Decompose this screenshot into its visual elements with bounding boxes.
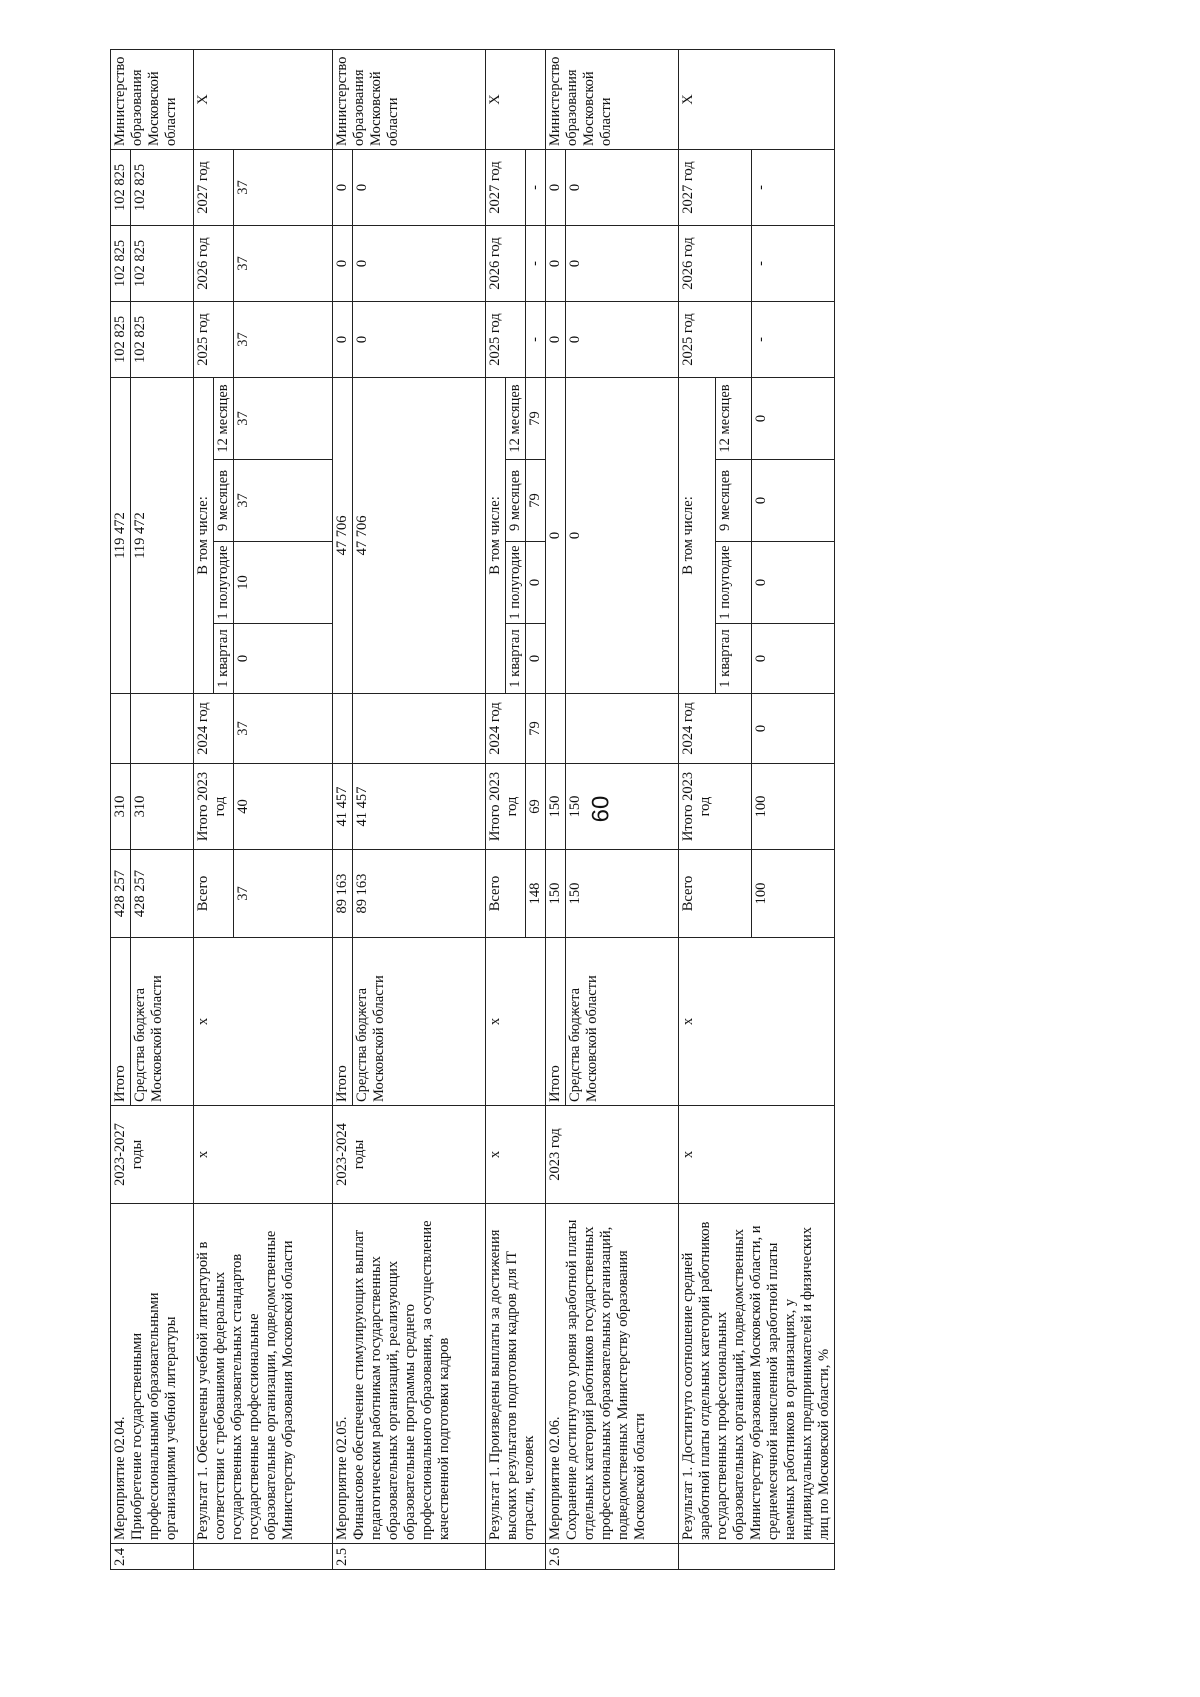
m25-hdr-2025: 2025 год: [486, 301, 526, 377]
m26-res-2027: -: [752, 149, 835, 225]
m26-total-all: 150: [546, 850, 566, 938]
m26-budget-quarters: 0: [566, 377, 679, 693]
m26-res-vsego: 100: [752, 850, 835, 938]
m26-executor: Министерство образования Московской области: [546, 49, 679, 149]
m24-res-h1: 10: [234, 542, 333, 624]
m24-budget-2024: [131, 694, 194, 764]
m25-total-2025: 0: [333, 301, 353, 377]
m25-budget-2025: 0: [353, 301, 486, 377]
m24-result-source: х: [194, 938, 333, 1106]
m25-result-executor: Х: [486, 49, 546, 149]
m24-total-all: 428 257: [111, 850, 131, 938]
m25-hdr-vtom: В том числе:: [486, 377, 506, 693]
m26-res-h1: 0: [752, 542, 835, 624]
m26-result-period: х: [679, 1106, 835, 1204]
m26-res-q1: 0: [752, 624, 835, 694]
m26-result-text: Результат 1. Достигнуто соотношение средней заработной платы отдельных категорий работников государственных профессиональных образовательных организаций, подведомственных Министерству образования Московской области, и среднемесячной начисленной заработной платы наемных работников в организациях, у индивидуальных предпринимателей и физических лиц по Московской области, %: [679, 1204, 835, 1544]
m25-hdr-q1: 1 квартал: [506, 624, 526, 694]
m25-budget-all: 89 163: [353, 850, 486, 938]
m24-hdr-m9: 9 месяцев: [214, 460, 234, 542]
m25-period: 2023-2024 годы: [333, 1106, 486, 1204]
m24-hdr-vtom: В том числе:: [194, 377, 214, 693]
m24-executor: Министерство образования Московской области: [111, 49, 194, 149]
page-number: 60: [587, 795, 615, 823]
m24-total-2023: 310: [111, 764, 131, 850]
m26-res-2024: 0: [752, 694, 835, 764]
m26-total-2024: [546, 694, 566, 764]
m26-total-2026: 0: [546, 225, 566, 301]
m25-number: 2.5: [333, 1544, 486, 1570]
m24-res-vsego: 37: [234, 850, 333, 938]
m24-total-row: [111, 49, 131, 1569]
m25-budget-2023: 41 457: [353, 764, 486, 850]
m24-total-2026: 102 825: [111, 225, 131, 301]
m26-number: 2.6: [546, 1544, 679, 1570]
m24-total-2027: 102 825: [111, 149, 131, 225]
m24-source-total: Итого: [111, 938, 131, 1106]
m26-budget-2023: 150: [566, 764, 679, 850]
m24-res-2024: 37: [234, 694, 333, 764]
m24-res-m9: 37: [234, 460, 333, 542]
m24-budget-all: 428 257: [131, 850, 194, 938]
measures-table: [110, 49, 835, 1570]
m25-hdr-m9: 9 месяцев: [506, 460, 526, 542]
m25-hdr-h1: 1 полугодие: [506, 542, 526, 624]
m24-hdr-2025: 2025 год: [194, 301, 234, 377]
m24-result-header-row: [194, 49, 214, 1569]
m25-hdr-2027: 2027 год: [486, 149, 526, 225]
m24-number: 2.4: [111, 1544, 194, 1570]
m24-res-2027: 37: [234, 149, 333, 225]
m26-hdr-m9: 9 месяцев: [715, 460, 752, 542]
m24-result-executor: Х: [194, 49, 333, 149]
m24-total-2025: 102 825: [111, 301, 131, 377]
m25-budget-quarters: 47 706: [353, 377, 486, 693]
m26-total-2023: 150: [546, 764, 566, 850]
m25-res-2027: -: [526, 149, 546, 225]
m26-res-m9: 0: [752, 460, 835, 542]
m25-budget-2024: [353, 694, 486, 764]
m24-hdr-h1: 1 полугодие: [214, 542, 234, 624]
m25-total-2023: 41 457: [333, 764, 353, 850]
m24-hdr-2024: 2024 год: [194, 694, 234, 764]
m26-budget-2024: [566, 694, 679, 764]
m25-res-m9: 79: [526, 460, 546, 542]
m26-budget-2026: 0: [566, 225, 679, 301]
m26-hdr-vtom: В том числе:: [679, 377, 716, 693]
m25-total-2026: 0: [333, 225, 353, 301]
m26-res-2026: -: [752, 225, 835, 301]
m24-res-2025: 37: [234, 301, 333, 377]
m26-period: 2023 год: [546, 1106, 679, 1204]
m24-hdr-itogo: Итого 2023 год: [194, 764, 234, 850]
m24-res-q1: 0: [234, 624, 333, 694]
m24-res-2023: 40: [234, 764, 333, 850]
m24-hdr-q1: 1 квартал: [214, 624, 234, 694]
m24-total-quarters: 119 472: [111, 377, 131, 693]
m25-result-source: х: [486, 938, 546, 1106]
m24-hdr-2026: 2026 год: [194, 225, 234, 301]
m25-total-all: 89 163: [333, 850, 353, 938]
m24-hdr-2027: 2027 год: [194, 149, 234, 225]
m25-budget-2027: 0: [353, 149, 486, 225]
m24-source-budget: Средства бюджета Московской области: [131, 938, 194, 1106]
m25-total-2027: 0: [333, 149, 353, 225]
m25-result-period: х: [486, 1106, 546, 1204]
m26-hdr-2024: 2024 год: [679, 694, 752, 764]
m26-source-budget: Средства бюджета Московской области: [566, 938, 679, 1106]
m25-res-m12: 79: [526, 377, 546, 459]
m26-hdr-vsego: Всего: [679, 850, 752, 938]
m25-res-2025: -: [526, 301, 546, 377]
m26-hdr-q1: 1 квартал: [715, 624, 752, 694]
m25-hdr-vsego: Всего: [486, 850, 526, 938]
m24-result-text: Результат 1. Обеспечены учебной литературой в соответствии с требованиями федеральных государственных образовательных стандартов государственные профессиональные образовательные организации, подведомственные Министерству образования Московской области: [194, 1204, 333, 1544]
m24-total-2024: [111, 694, 131, 764]
m24-budget-2023: 310: [131, 764, 194, 850]
m25-hdr-2024: 2024 год: [486, 694, 526, 764]
m25-total-2024: [333, 694, 353, 764]
m24-budget-2025: 102 825: [131, 301, 194, 377]
m26-hdr-2025: 2025 год: [679, 301, 752, 377]
m26-hdr-2026: 2026 год: [679, 225, 752, 301]
m24-hdr-vsego: Всего: [194, 850, 234, 938]
m25-hdr-itogo: Итого 2023 год: [486, 764, 526, 850]
m25-total-quarters: 47 706: [333, 377, 353, 693]
m25-result-header-row: [486, 49, 506, 1569]
m25-source-total: Итого: [333, 938, 353, 1106]
m25-res-2024: 79: [526, 694, 546, 764]
m26-hdr-h1: 1 полугодие: [715, 542, 752, 624]
m24-res-m12: 37: [234, 377, 333, 459]
m26-result-executor: Х: [679, 49, 835, 149]
m24-hdr-m12: 12 месяцев: [214, 377, 234, 459]
m25-result-text: Результат 1. Произведены выплаты за достижения высоких результатов подготовки кадров для IT отрасли, человек: [486, 1204, 546, 1544]
m24-period: 2023-2027 годы: [111, 1106, 194, 1204]
m26-budget-all: 150: [566, 850, 679, 938]
m24-budget-2026: 102 825: [131, 225, 194, 301]
m24-description: Мероприятие 02.04. Приобретение государственными профессиональными образовательными организациями учебной литературы: [111, 1204, 194, 1544]
m26-result-source: х: [679, 938, 835, 1106]
m24-result-period: х: [194, 1106, 333, 1204]
m25-res-h1: 0: [526, 542, 546, 624]
m26-total-quarters: 0: [546, 377, 566, 693]
m25-hdr-2026: 2026 год: [486, 225, 526, 301]
m24-res-2026: 37: [234, 225, 333, 301]
m26-hdr-itogo: Итого 2023 год: [679, 764, 752, 850]
m24-budget-quarters: 119 472: [131, 377, 194, 693]
m25-budget-2026: 0: [353, 225, 486, 301]
m25-total-row: [333, 49, 353, 1569]
m25-executor: Министерство образования Московской области: [333, 49, 486, 149]
m26-total-2027: 0: [546, 149, 566, 225]
m26-result-header-row: [679, 49, 716, 1569]
m25-res-2023: 69: [526, 764, 546, 850]
m25-hdr-m12: 12 месяцев: [506, 377, 526, 459]
m26-description: Мероприятие 02.06. Сохранение достигнутого уровня заработной платы отдельных категорий работников государственных профессиональных образовательных организаций, подведомственных Министерству образования Московской области: [546, 1204, 679, 1544]
m25-source-budget: Средства бюджета Московской области: [353, 938, 486, 1106]
m26-total-2025: 0: [546, 301, 566, 377]
m26-budget-2025: 0: [566, 301, 679, 377]
m25-res-q1: 0: [526, 624, 546, 694]
m26-res-2025: -: [752, 301, 835, 377]
m25-description: Мероприятие 02.05. Финансовое обеспечение стимулирующих выплат педагогическим работникам государственных образовательных организаций, реализующих образовательные программы среднего профессионального образования, за осуществление качественной подготовки кадров: [333, 1204, 486, 1544]
m26-budget-2027: 0: [566, 149, 679, 225]
m26-hdr-2027: 2027 год: [679, 149, 752, 225]
m25-res-vsego: 148: [526, 850, 546, 938]
m24-budget-2027: 102 825: [131, 149, 194, 225]
m26-total-row: [546, 49, 566, 1569]
m26-res-m12: 0: [752, 377, 835, 459]
m26-res-2023: 100: [752, 764, 835, 850]
m26-hdr-m12: 12 месяцев: [715, 377, 752, 459]
m26-source-total: Итого: [546, 938, 566, 1106]
m25-res-2026: -: [526, 225, 546, 301]
rotated-table-wrapper: [110, 56, 1110, 1570]
